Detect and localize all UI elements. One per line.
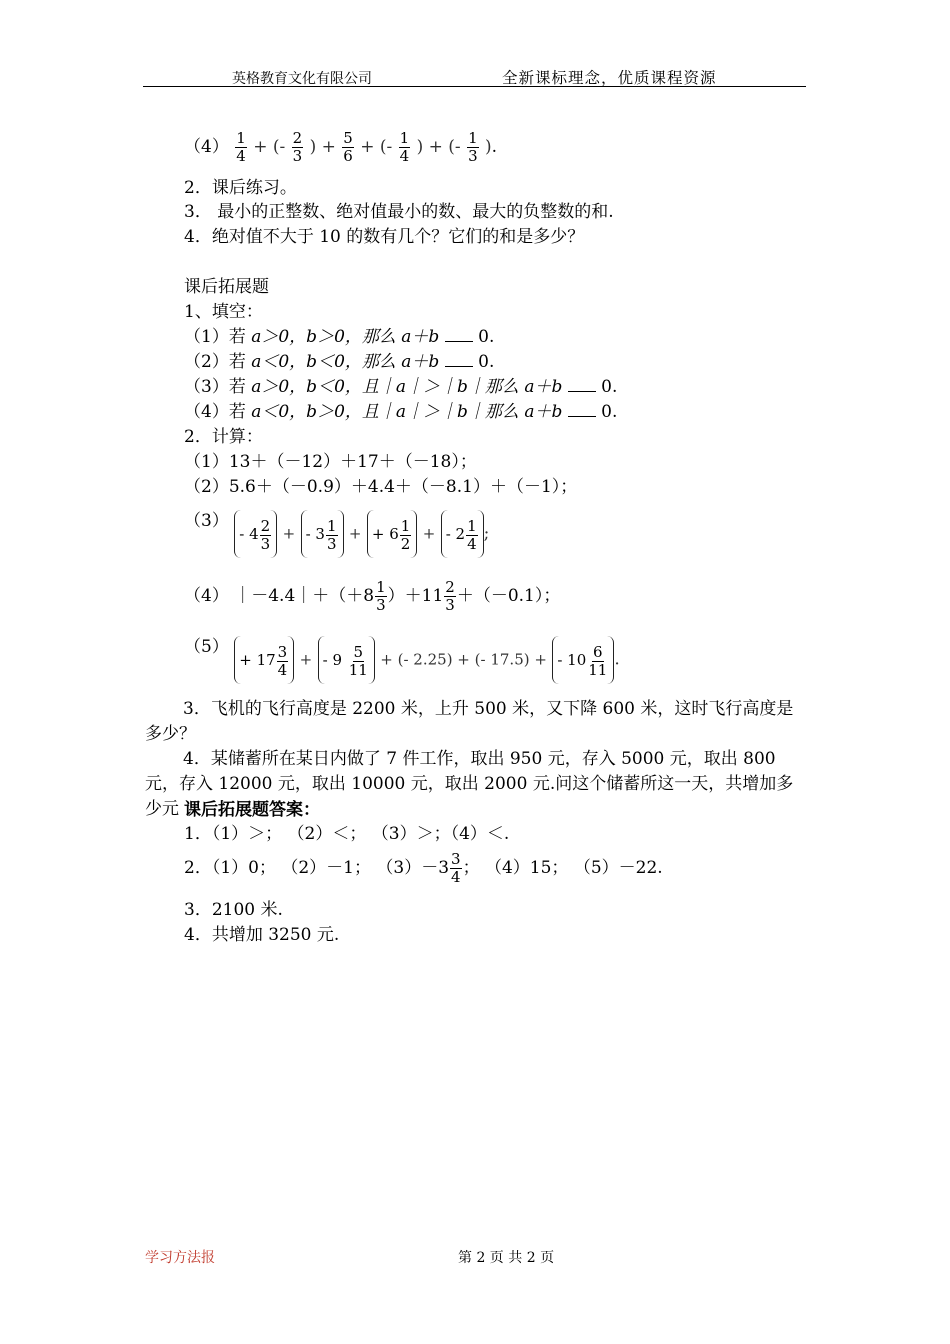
answer-blank <box>568 377 596 392</box>
extension-title: 课后拓展题 <box>184 277 269 297</box>
fill-item-2: （2）若 a＜0，b＜0，那么 a＋b 0. <box>184 352 495 372</box>
calc-title: 2．计算： <box>184 427 263 447</box>
header-slogan: 全新课标理念，优质课程资源 <box>502 69 717 87</box>
bracket-term: - 2 $\frac{1}{4}$ <box>441 510 484 558</box>
footer-page-number: 第 2 页 共 2 页 <box>458 1250 555 1266</box>
bracket-term: + 6 $\frac{1}{2}$ <box>367 510 417 558</box>
calc-item-4: （4） ｜－4.4｜＋（＋8 $\frac{1}{3}$ ）＋11 $\frac{2}{3}$ ＋（－0.1）； <box>184 578 561 614</box>
fraction: $\frac{1}{4}$ <box>399 129 410 165</box>
header-company: 英格教育文化有限公司 <box>232 71 372 87</box>
exercise-4-expression: （4） $\frac{1}{4}$ + (- $\frac{2}{3}$ ) + $\frac{5}{6}$ + (- $\frac{1}{4}$ ) + (- $\frac{1}{3}$ ). <box>184 129 498 165</box>
bracket-term: - 4 $\frac{2}{3}$ <box>234 510 277 558</box>
answer-3: 3．2100 米. <box>184 900 283 920</box>
calc-item-5: （5） + 17 $\frac{3}{4}$ + - 9 $\frac{5}{11}$ + (- 2.25) + (- 17.5) + - 10 $\frac{6}{11}$ . <box>184 636 620 684</box>
fraction: $\frac{5}{6}$ <box>343 129 353 165</box>
bracket-term: - 3 $\frac{1}{3}$ <box>301 510 344 558</box>
bracket-term: + 17 $\frac{3}{4}$ <box>234 636 294 684</box>
answer-4: 4．共增加 3250 元. <box>184 925 340 945</box>
answer-blank <box>445 327 473 342</box>
exercise-4b: 4．绝对值不大于 10 的数有几个？它们的和是多少？ <box>184 227 585 247</box>
question-4: 4．某储蓄所在某日内做了 7 件工作，取出 950 元，存入 5000 元，取出 800 元，存入 12000 元，取出 10000 元，取出 2000 元.问这个储蓄所这一天，共增加多少元 <box>145 749 794 819</box>
fill-item-1: （1）若 a＞0，b＞0，那么 a＋b 0. <box>184 327 495 347</box>
fill-title: 1、填空： <box>184 302 263 322</box>
calc-item-3: （3） - 4 $\frac{2}{3}$ + - 3 $\frac{1}{3}$ + + 6 $\frac{1}{2}$ + - 2 $\frac{1}{4}$ ; <box>184 510 489 558</box>
header-divider <box>143 86 806 87</box>
answer-blank <box>445 352 473 367</box>
bracket-term: - 9 $\frac{5}{11}$ <box>318 636 375 684</box>
fraction: $\frac{2}{3}$ <box>292 129 303 165</box>
fraction: $\frac{1}{3}$ <box>468 129 478 165</box>
exercise-3: 3． 最小的正整数、绝对值最小的数、最大的负整数的和. <box>184 202 614 222</box>
answers-title: 课后拓展题答案： <box>184 800 320 820</box>
bracket-term: - 10 $\frac{6}{11}$ <box>552 636 614 684</box>
answer-blank <box>568 402 596 417</box>
exercise-2: 2．课后练习。 <box>184 178 297 198</box>
calc-item-2: （2）5.6＋（－0.9）＋4.4＋（－8.1）＋（－1）； <box>184 477 578 497</box>
question-3: 3．飞机的飞行高度是 2200 米，上升 500 米，又下降 600 米，这时飞行高度是多少？ <box>145 699 794 744</box>
fraction: $\frac{1}{4}$ <box>236 129 246 165</box>
exercise-4-label: （4） <box>184 137 229 157</box>
calc-item-1: （1）13＋（－12）＋17＋（－18）； <box>184 452 477 472</box>
fill-item-4: （4）若 a＜0，b＞0，且｜a｜＞｜b｜那么 a＋b 0. <box>184 402 618 422</box>
answer-1: 1．（1）＞； （2）＜； （3）＞；（4）＜. <box>184 824 510 844</box>
answer-2: 2．（1）0； （2）－1； （3）－3 $\frac{3}{4}$ ； （4）15； （5）－22. <box>184 850 663 886</box>
footer-publication: 学习方法报 <box>145 1250 215 1266</box>
fill-item-3: （3）若 a＞0，b＜0，且｜a｜＞｜b｜那么 a＋b 0. <box>184 377 618 397</box>
